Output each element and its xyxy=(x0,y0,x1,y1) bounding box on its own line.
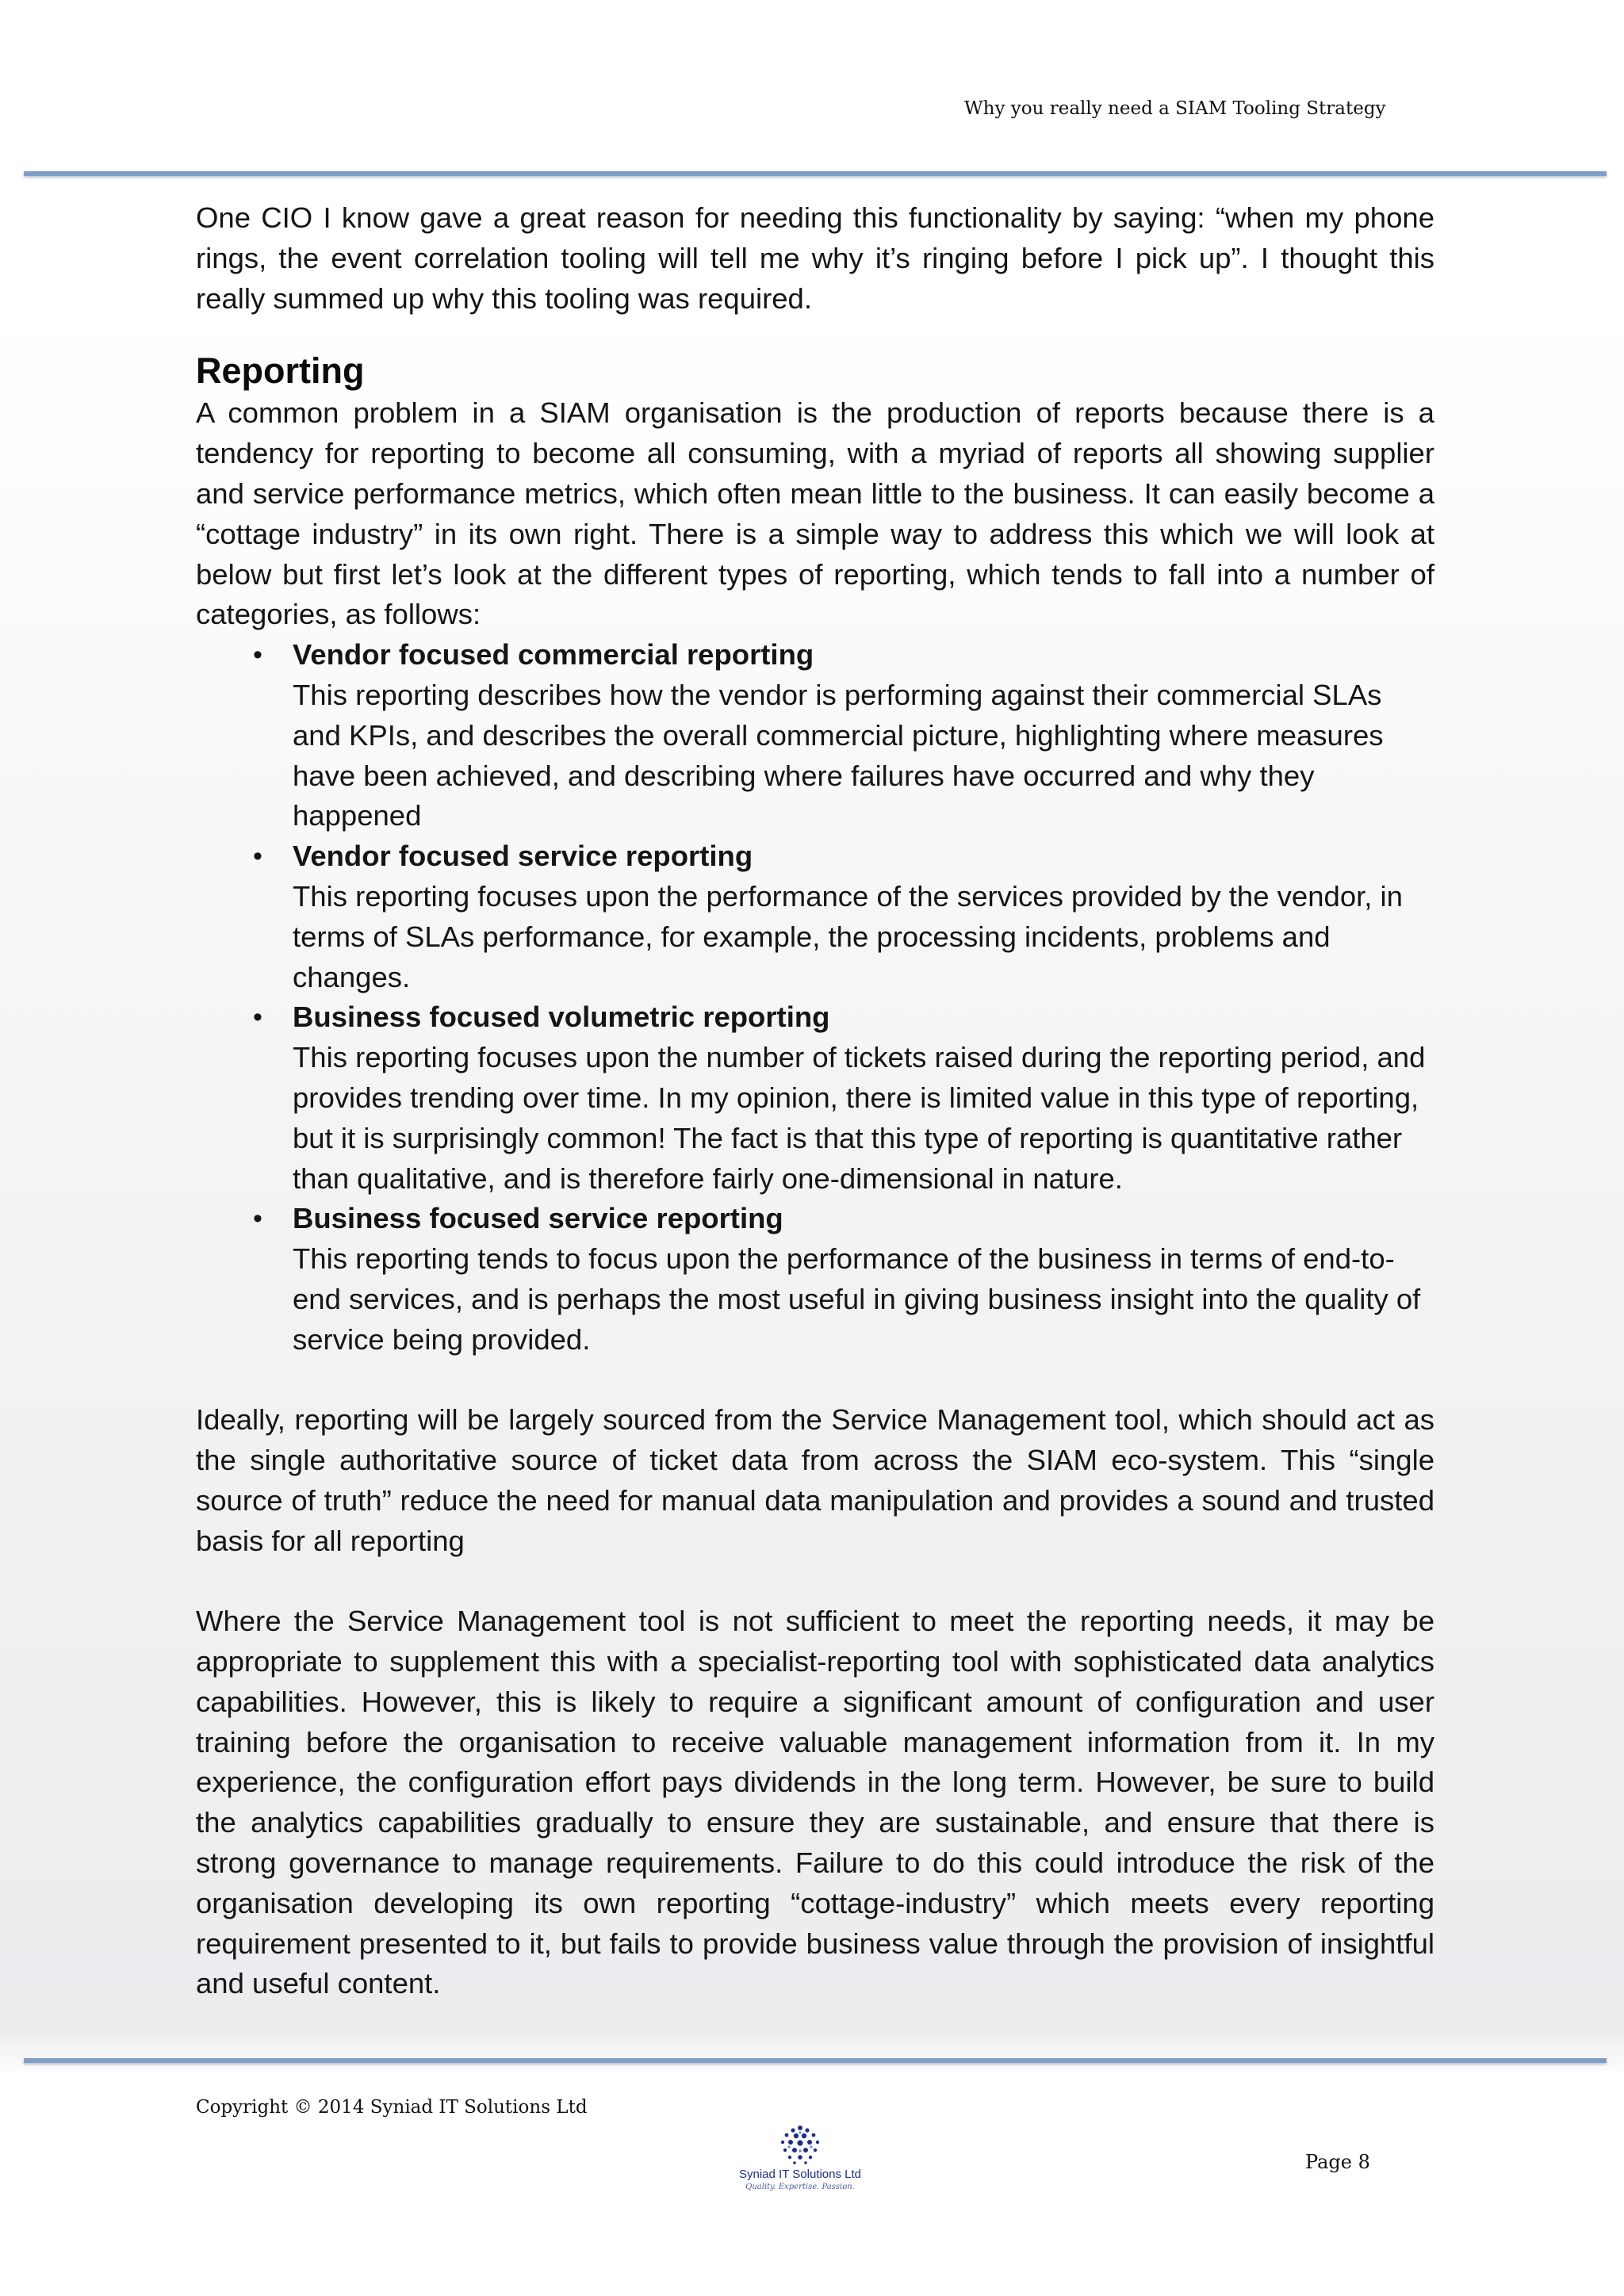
list-item-title: Vendor focused commercial reporting xyxy=(293,638,814,672)
paragraph-gap xyxy=(196,1360,1434,1401)
dots-globe-icon xyxy=(776,2125,825,2166)
list-item-body: This reporting tends to focus upon the performance of the business in terms of end-to-end services, and is perhaps the most useful in giving business insight into the quality of service being provided. xyxy=(293,1242,1421,1356)
bullet-icon: • xyxy=(253,1002,262,1033)
bullet-icon: • xyxy=(253,841,262,872)
analytics-paragraph: Where the Service Management tool is not sufficient to meet the reporting needs, it may be appropriate to supplement this with a specialist-reporting tool with sophisticated data analytics capabilities. However, this is likely to require a significant amount of configuration and user training before the organisation to receive valuable management information from it. In my experience, the configuration effort pays dividends in the long term. However, be sure to build the analytics capabilities gradually to ensure they are sustainable, and ensure that there is strong governance to manage requirements. Failure to do this could introduce the risk of the organisation developing its own reporting “cottage-industry” which meets every reporting requirement presented to it, but fails to provide business value through the provision of insightful and useful content. xyxy=(196,1605,1434,2000)
bullet-icon: • xyxy=(253,640,262,671)
list-item xyxy=(253,836,1427,997)
list-item-body: This reporting describes how the vendor is performing against their commercial SLAs and KPIs, and describes the overall commercial picture, highlighting where measures have been achieved, and describing where failures have occurred and why they happened xyxy=(293,678,1384,832)
list-item xyxy=(253,1199,1427,1360)
company-logo xyxy=(703,2125,898,2191)
list-item-body: This reporting focuses upon the number of tickets raised during the reporting period, and provides trending over time. In my opinion, there is limited value in this type of reporting, but it is surprisingly common! The fact is that this type of reporting is quantitative rather than qualitative, and is therefore fairly one-dimensional in nature. xyxy=(293,1041,1426,1195)
footer-rule xyxy=(24,2058,1607,2063)
page-content xyxy=(196,198,1434,2004)
intro-paragraph: One CIO I know gave a great reason for needing this functionality by saying: “when my phone rings, the event correlation tooling will tell me why it’s ringing before I pick up”. I thought this really summed up why this tooling was required. xyxy=(196,201,1434,315)
paragraph-gap xyxy=(196,1562,1434,1602)
logo-tagline: Quality. Expertise. Passion. xyxy=(745,2183,855,2191)
copyright-notice: Copyright © 2014 Syniad IT Solutions Ltd xyxy=(196,2097,588,2118)
lead-paragraph: A common problem in a SIAM organisation is the production of reports because there is a tendency for reporting to become all consuming, with a myriad of reports all showing supplier and service performance metrics, which often mean little to the business. It can easily become a “cottage industry” in its own right. There is a simple way to address this which we will look at below but first let’s look at the different types of reporting, which tends to fall into a number of categories, as follows: xyxy=(196,396,1434,631)
list-item-title: Business focused service reporting xyxy=(293,1202,783,1235)
list-item-body: This reporting focuses upon the performance of the services provided by the vendor, in terms of SLAs performance, for example, the processing incidents, problems and changes. xyxy=(293,879,1403,993)
list-item xyxy=(253,997,1427,1199)
list-item-title: Business focused volumetric reporting xyxy=(293,1001,830,1034)
list-item xyxy=(253,635,1427,836)
bullet-icon: • xyxy=(253,1203,262,1234)
logo-company-name: Syniad IT Solutions Ltd xyxy=(739,2168,861,2181)
report-types-list xyxy=(196,635,1427,1360)
running-header: Why you really need a SIAM Tooling Strategy xyxy=(964,98,1386,119)
header-rule xyxy=(24,171,1607,176)
section-heading: Reporting xyxy=(196,350,365,392)
page-number: Page 8 xyxy=(1305,2151,1370,2173)
list-item-title: Vendor focused service reporting xyxy=(293,840,753,873)
sourcing-paragraph: Ideally, reporting will be largely sourced from the Service Management tool, which should act as the single authoritative source of ticket data from across the SIAM eco-system. This “single source of truth” reduce the need for manual data manipulation and provides a sound and trusted basis for all reporting xyxy=(196,1403,1434,1557)
